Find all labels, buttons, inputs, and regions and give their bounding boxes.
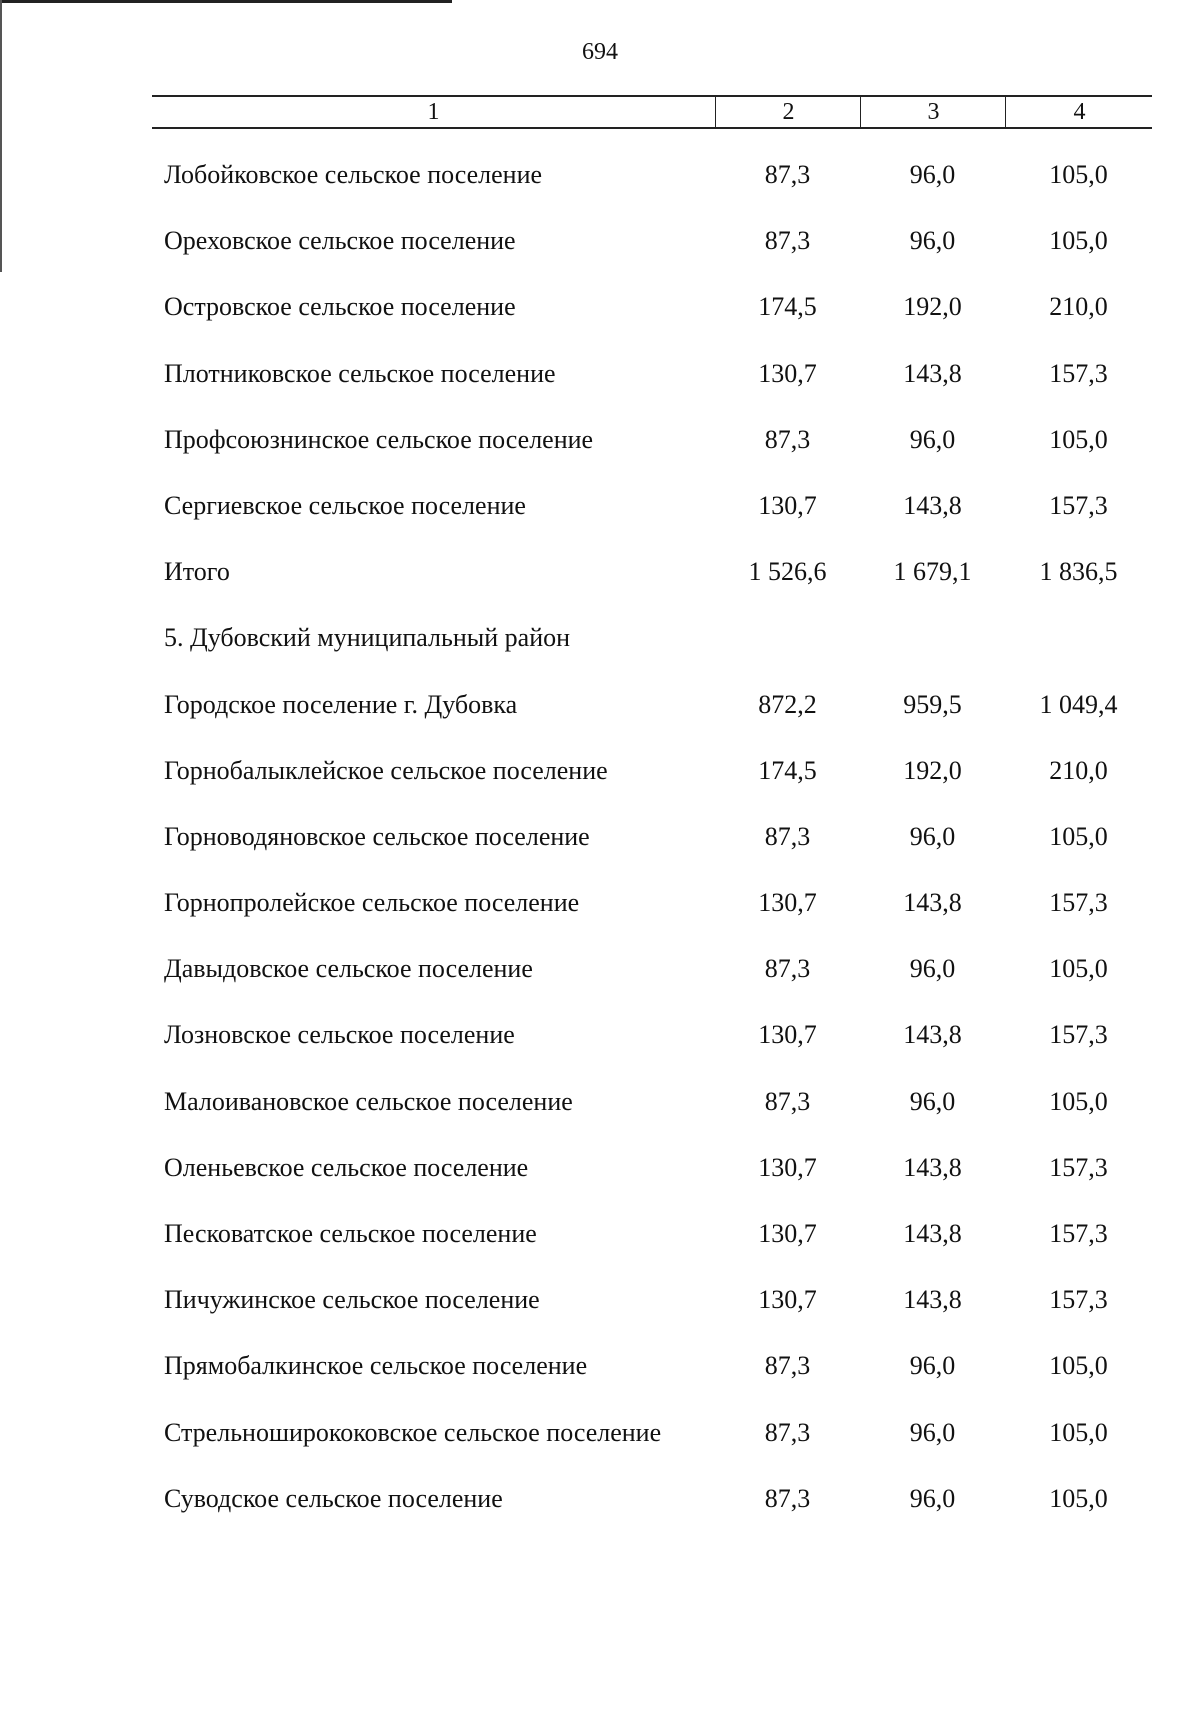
table-row — [0, 223, 1200, 289]
row-value-col-2: 87,3 — [764, 226, 811, 256]
row-value-col-3: 96,0 — [909, 1483, 956, 1513]
row-value-col-4: 157,3 — [1049, 1285, 1108, 1315]
row-name: Малоивановское сельское поселение — [164, 1086, 573, 1116]
table-row — [0, 753, 1200, 819]
row-name: Горноводяновское сельское поселение — [164, 821, 590, 851]
row-value-col-4: 157,3 — [1049, 1219, 1108, 1248]
row-value-col-2: 1 526,6 — [748, 557, 827, 587]
row-name: Прямобалкинское сельское поселение — [164, 1351, 588, 1381]
row-name: Горнопролейское сельское поселение — [164, 888, 580, 918]
row-value-col-2: 130,7 — [758, 1285, 817, 1315]
table-row — [0, 1481, 1200, 1547]
row-value-col-3: 96,0 — [909, 1351, 956, 1381]
row-value-col-3: 143,8 — [903, 1152, 962, 1182]
row-value-col-4: 157,3 — [1049, 358, 1108, 388]
row-value-col-4: 210,0 — [1049, 292, 1108, 322]
row-value-col-4: 157,3 — [1049, 490, 1108, 520]
row-value-col-4: 105,0 — [1049, 160, 1108, 189]
table-body — [0, 157, 1200, 1547]
row-value-col-4: 105,0 — [1049, 424, 1108, 454]
row-name: Лозновское сельское поселение — [164, 1020, 515, 1050]
row-value-col-4: 157,3 — [1049, 1020, 1108, 1050]
row-value-col-2: 872,2 — [758, 689, 817, 719]
row-value-col-3: 143,8 — [903, 1285, 962, 1315]
row-value-col-2: 130,7 — [758, 888, 817, 918]
row-name: Стрельноширококовское сельское поселение — [164, 1417, 662, 1447]
header-col-4: 4 — [1005, 97, 1153, 127]
row-value-col-3: 96,0 — [909, 226, 956, 256]
row-value-col-2: 174,5 — [758, 755, 817, 785]
header-col-1: 1 — [427, 99, 440, 125]
row-value-col-4: 105,0 — [1049, 821, 1108, 851]
row-value-col-4: 105,0 — [1049, 226, 1108, 256]
table-row — [0, 885, 1200, 951]
row-name: Песковатское сельское поселение — [164, 1219, 537, 1248]
row-value-col-3: 143,8 — [903, 490, 962, 520]
row-name: Пичужинское сельское поселение — [164, 1285, 540, 1315]
row-value-col-3: 959,5 — [903, 689, 962, 719]
table-row — [0, 819, 1200, 885]
row-value-col-4: 105,0 — [1049, 1086, 1108, 1116]
row-value-col-4: 105,0 — [1049, 1351, 1108, 1381]
row-name: 5. Дубовский муниципальный район — [164, 623, 571, 653]
row-value-col-4: 1 049,4 — [1039, 689, 1118, 719]
table-row — [0, 157, 1200, 223]
row-value-col-2: 130,7 — [758, 1152, 817, 1182]
row-value-col-3: 96,0 — [909, 821, 956, 851]
page-number: 694 — [582, 39, 618, 65]
row-value-col-3: 192,0 — [903, 292, 962, 322]
table-row — [0, 951, 1200, 1017]
row-value-col-3: 143,8 — [903, 888, 962, 918]
row-value-col-2: 130,7 — [758, 490, 817, 520]
row-name: Сергиевское сельское поселение — [164, 490, 526, 520]
table-row — [0, 422, 1200, 488]
row-value-col-2: 130,7 — [758, 1020, 817, 1050]
row-name: Городское поселение г. Дубовка — [164, 689, 518, 719]
header-col-3: 3 — [860, 97, 1006, 127]
row-value-col-3: 96,0 — [909, 954, 956, 984]
row-value-col-3: 143,8 — [903, 1020, 962, 1050]
scan-edge-top — [0, 0, 452, 3]
header-col-2: 2 — [715, 97, 861, 127]
row-value-col-2: 130,7 — [758, 358, 817, 388]
table-row — [0, 1017, 1200, 1083]
row-value-col-2: 87,3 — [764, 1086, 811, 1116]
row-name: Островское сельское поселение — [164, 292, 516, 322]
row-name: Горнобалыклейское сельское поселение — [164, 755, 608, 785]
row-value-col-2: 87,3 — [764, 821, 811, 851]
row-value-col-4: 1 836,5 — [1039, 557, 1118, 587]
table-row — [0, 620, 1200, 686]
row-name: Давыдовское сельское поселение — [164, 954, 533, 984]
table-row — [0, 356, 1200, 422]
row-value-col-3: 96,0 — [909, 160, 956, 189]
table-header — [152, 95, 1152, 129]
table-row — [0, 1216, 1200, 1282]
row-value-col-2: 174,5 — [758, 292, 817, 322]
row-value-col-2: 87,3 — [764, 1417, 811, 1447]
row-value-col-3: 1 679,1 — [893, 557, 972, 587]
row-name: Профсоюзнинское сельское поселение — [164, 424, 594, 454]
table-row — [0, 687, 1200, 753]
row-value-col-3: 96,0 — [909, 1417, 956, 1447]
row-value-col-3: 96,0 — [909, 424, 956, 454]
row-value-col-4: 105,0 — [1049, 954, 1108, 984]
row-name: Оленьевское сельское поселение — [164, 1152, 529, 1182]
row-name: Суводское сельское поселение — [164, 1483, 503, 1513]
row-value-col-3: 143,8 — [903, 1219, 962, 1248]
table-row — [0, 1348, 1200, 1414]
row-name: Плотниковское сельское поселение — [164, 358, 556, 388]
row-value-col-2: 130,7 — [758, 1219, 817, 1248]
row-value-col-4: 210,0 — [1049, 755, 1108, 785]
row-value-col-3: 96,0 — [909, 1086, 956, 1116]
row-value-col-4: 157,3 — [1049, 1152, 1108, 1182]
table-row — [0, 1084, 1200, 1150]
table-row — [0, 1282, 1200, 1348]
row-value-col-2: 87,3 — [764, 1483, 811, 1513]
table-row — [0, 554, 1200, 620]
row-value-col-2: 87,3 — [764, 424, 811, 454]
row-value-col-4: 157,3 — [1049, 888, 1108, 918]
row-value-col-2: 87,3 — [764, 954, 811, 984]
table-row — [0, 289, 1200, 355]
row-value-col-4: 105,0 — [1049, 1483, 1108, 1513]
table-row — [0, 488, 1200, 554]
row-name: Итого — [164, 557, 230, 587]
table-row — [0, 1415, 1200, 1481]
table-row — [0, 1150, 1200, 1216]
row-value-col-3: 143,8 — [903, 358, 962, 388]
row-value-col-3: 192,0 — [903, 755, 962, 785]
row-value-col-2: 87,3 — [764, 160, 811, 189]
row-name: Лобойковское сельское поселение — [164, 160, 543, 189]
row-value-col-2: 87,3 — [764, 1351, 811, 1381]
row-name: Ореховское сельское поселение — [164, 226, 516, 256]
row-value-col-4: 105,0 — [1049, 1417, 1108, 1447]
